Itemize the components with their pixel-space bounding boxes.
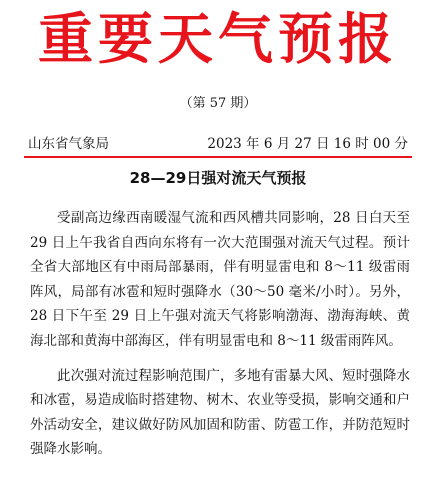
masthead-title: 重要天气预报 xyxy=(37,6,398,71)
paragraph-2: 此次强对流过程影响范围广，多地有雷暴大风、短时强降水和冰雹，易造成临时搭建物、树木、农业等受损，影响交通和户外活动安全，建议做好防风加固和防雷、防雹工作，并防范短时强降水影响。 xyxy=(30,367,410,458)
issued-time: 2023 年 6 月 27 日 16 时 00 分 xyxy=(207,136,408,152)
document-title: 28—29日强对流天气预报 xyxy=(129,169,307,187)
red-divider xyxy=(24,156,412,158)
issue-number: （第 57 期） xyxy=(179,96,257,111)
issuer-name: 山东省气象局 xyxy=(28,136,109,152)
document-body xyxy=(30,206,410,462)
paragraph-1: 受副高边缘西南暖湿气流和西风槽共同影响，28 日白天至 29 日上午我省自西向东将有一次大范围强对流天气过程。预计全省大部地区有中雨局部暴雨，伴有明显雷电和 8～11 级雷雨阵风，局部有冰雹和短时强降水（30～50 毫米/小时）。另外，28 日下午至 29 日上午强对流天气将影响渤海、渤海海峡、黄海北部和黄海中部海区，伴有明显雷电和 8～11 级雷雨阵风。 xyxy=(30,210,410,349)
issuer-row xyxy=(28,136,408,152)
